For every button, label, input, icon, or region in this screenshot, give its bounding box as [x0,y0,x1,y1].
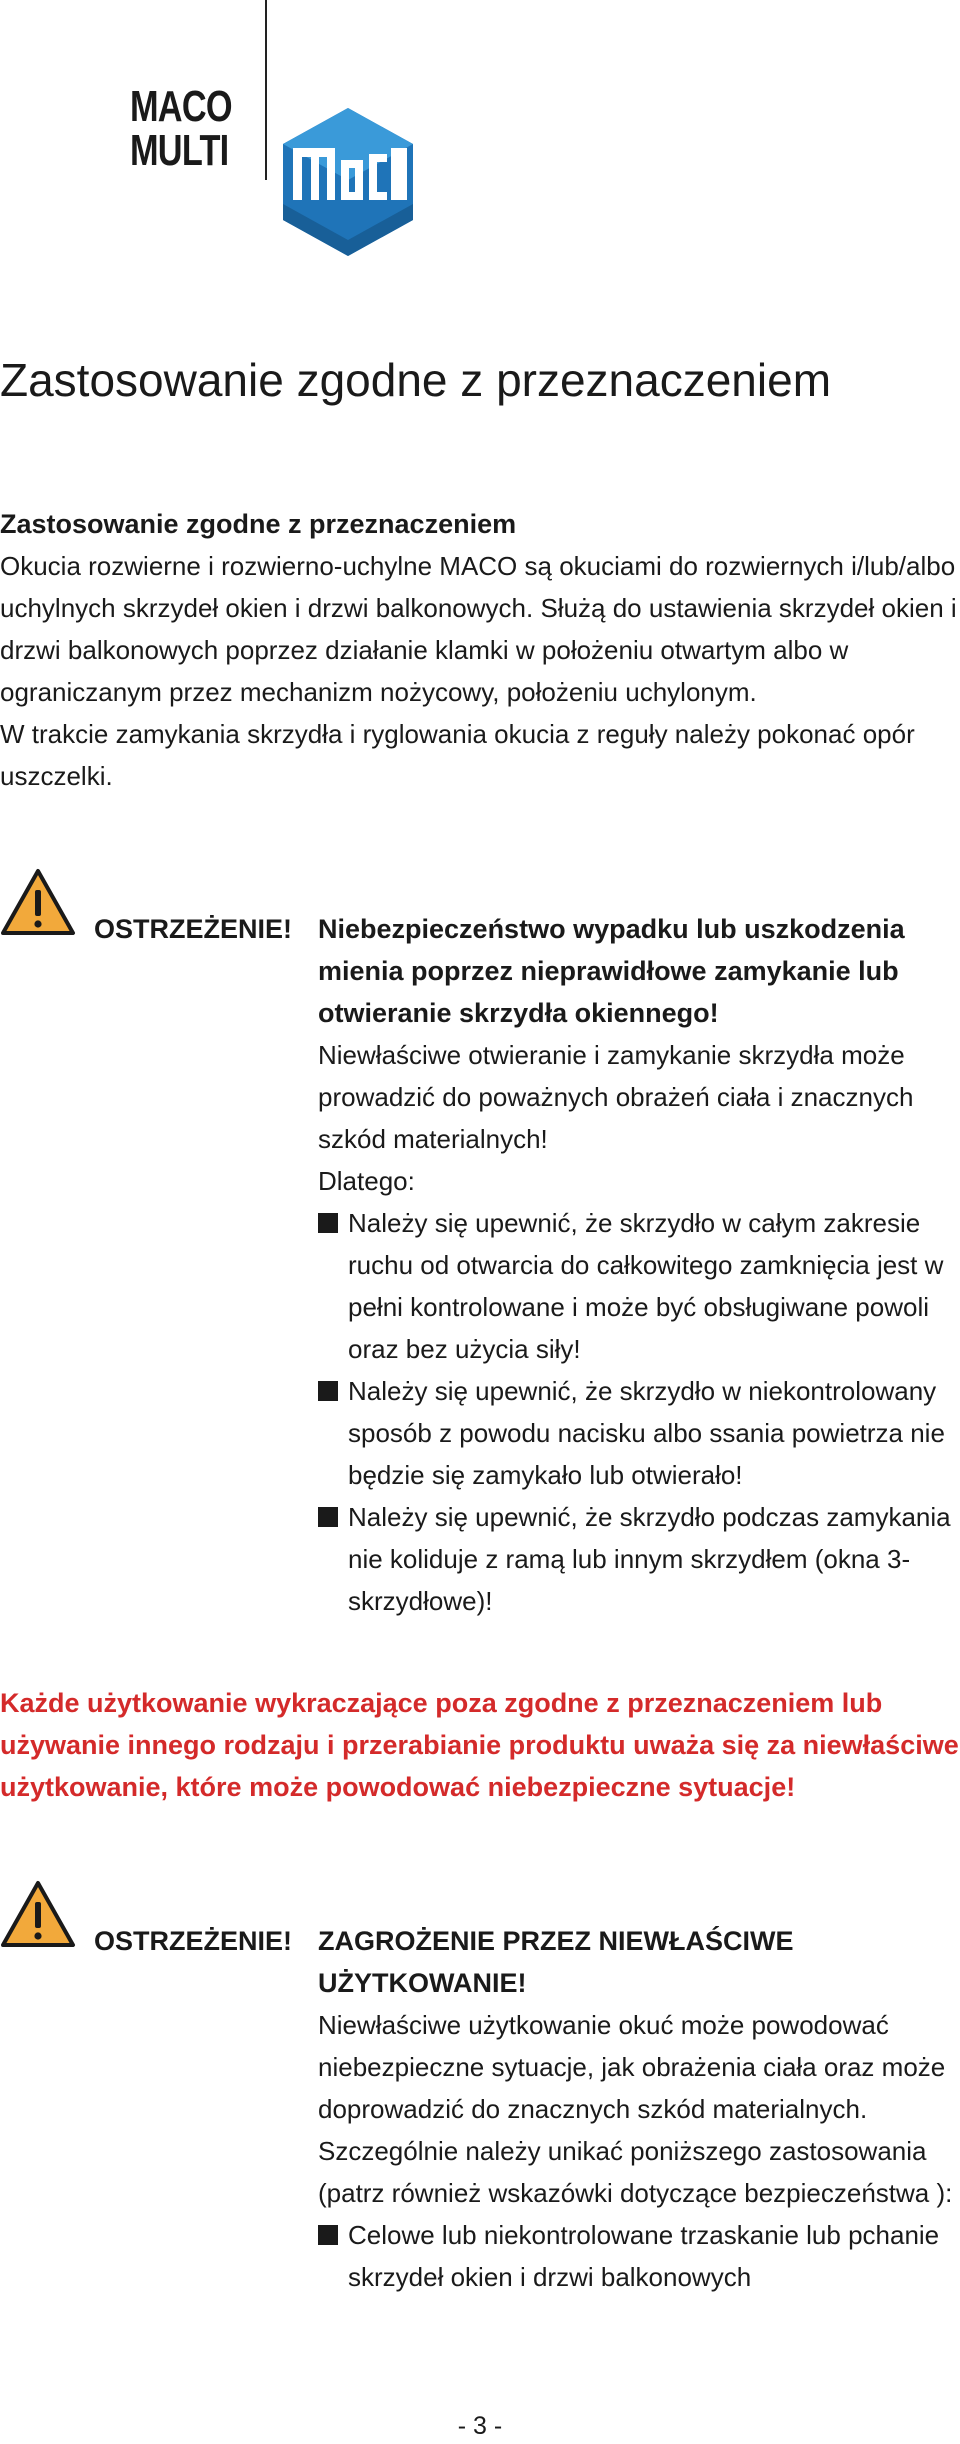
bullet-square-icon [318,1507,338,1527]
warning-triangle-icon [0,868,76,936]
header-divider [265,0,267,180]
page-number: - 3 - [457,2412,503,2440]
section-paragraph: Okucia rozwierne i rozwierno-uchylne MACO są okuciami do rozwiernych i/lub/albo uchylnych skrzydeł okien i drzwi balkonowych. Służą do ustawienia skrzydeł okien i drzwi balkonowych poprzez działanie klamki w położeniu otwartym albo w ograniczanym przez mechanizm nożycowy, położeniu uchylonym. [0,551,957,707]
warning-text: Niewłaściwe użytkowanie okuć może powodować niebezpieczne sytuacje, jak obrażenia ciała oraz może doprowadzić do znacznych szkód materialnych. Szczególnie należy unikać poniższego zastosowania (patrz również wskazówki dotyczące bezpieczeństwa ): [318,2010,953,2208]
list-item [318,2214,960,2298]
maco-logo [283,108,413,256]
list-item [318,1202,960,1370]
section-subtitle: Zastosowanie zgodne z przeznaczeniem [0,509,517,539]
warning-body [318,908,960,1622]
list-item-text: Należy się upewnić, że skrzydło w niekontrolowany sposób z powodu nacisku albo ssania powietrza nie będzie się zamykało lub otwierało! [348,1376,945,1490]
warning-body [318,1920,960,2298]
warning-therefore: Dlatego: [318,1166,415,1196]
warning-heading: ZAGROŻENIE PRZEZ NIEWŁAŚCIWE UŻYTKOWANIE! [318,1926,794,1998]
list-item-text: Należy się upewnić, że skrzydło podczas zamykania nie koliduje z ramą lub innym skrzydłem (okna 3-skrzydłowe)! [348,1502,951,1616]
list-item [318,1370,960,1496]
page-title: Zastosowanie zgodne z przeznaczeniem [0,354,832,406]
warning-label: OSTRZEŻENIE! [94,1926,293,1956]
bullet-square-icon [318,1381,338,1401]
warning-triangle-icon [0,1880,76,1948]
bullet-square-icon [318,1213,338,1233]
warning-bullet-list [318,2214,960,2298]
section-paragraph: W trakcie zamykania skrzydła i ryglowania okucia z reguły należy pokonać opór uszczelki. [0,719,915,791]
misuse-notice: Każde użytkowanie wykraczające poza zgodne z przeznaczeniem lub używanie innego rodzaju i przerabianie produktu uważa się za niewłaściwe użytkowanie, które może powodować niebezpieczne sytuacje! [0,1688,959,1802]
list-item [318,1496,960,1622]
brand-line-2: MULTI [130,126,229,175]
warning-bullet-list [318,1202,960,1622]
brand-name [130,82,260,175]
intended-use-section [0,503,960,797]
brand-line-1: MACO [130,82,232,131]
warning-text: Niewłaściwe otwieranie i zamykanie skrzydła może prowadzić do poważnych obrażeń ciała i znacznych szkód materialnych! [318,1040,914,1154]
warning-heading: Niebezpieczeństwo wypadku lub uszkodzenia mienia poprzez nieprawidłowe zamykanie lub otwieranie skrzydła okiennego! [318,914,905,1028]
list-item-text: Celowe lub niekontrolowane trzaskanie lub pchanie skrzydeł okien i drzwi balkonowych [348,2220,940,2292]
bullet-square-icon [318,2225,338,2245]
list-item-text: Należy się upewnić, że skrzydło w całym zakresie ruchu od otwarcia do całkowitego zamknięcia jest w pełni kontrolowane i może być obsługiwane powoli oraz bez użycia siły! [348,1208,944,1364]
warning-label: OSTRZEŻENIE! [94,914,293,944]
